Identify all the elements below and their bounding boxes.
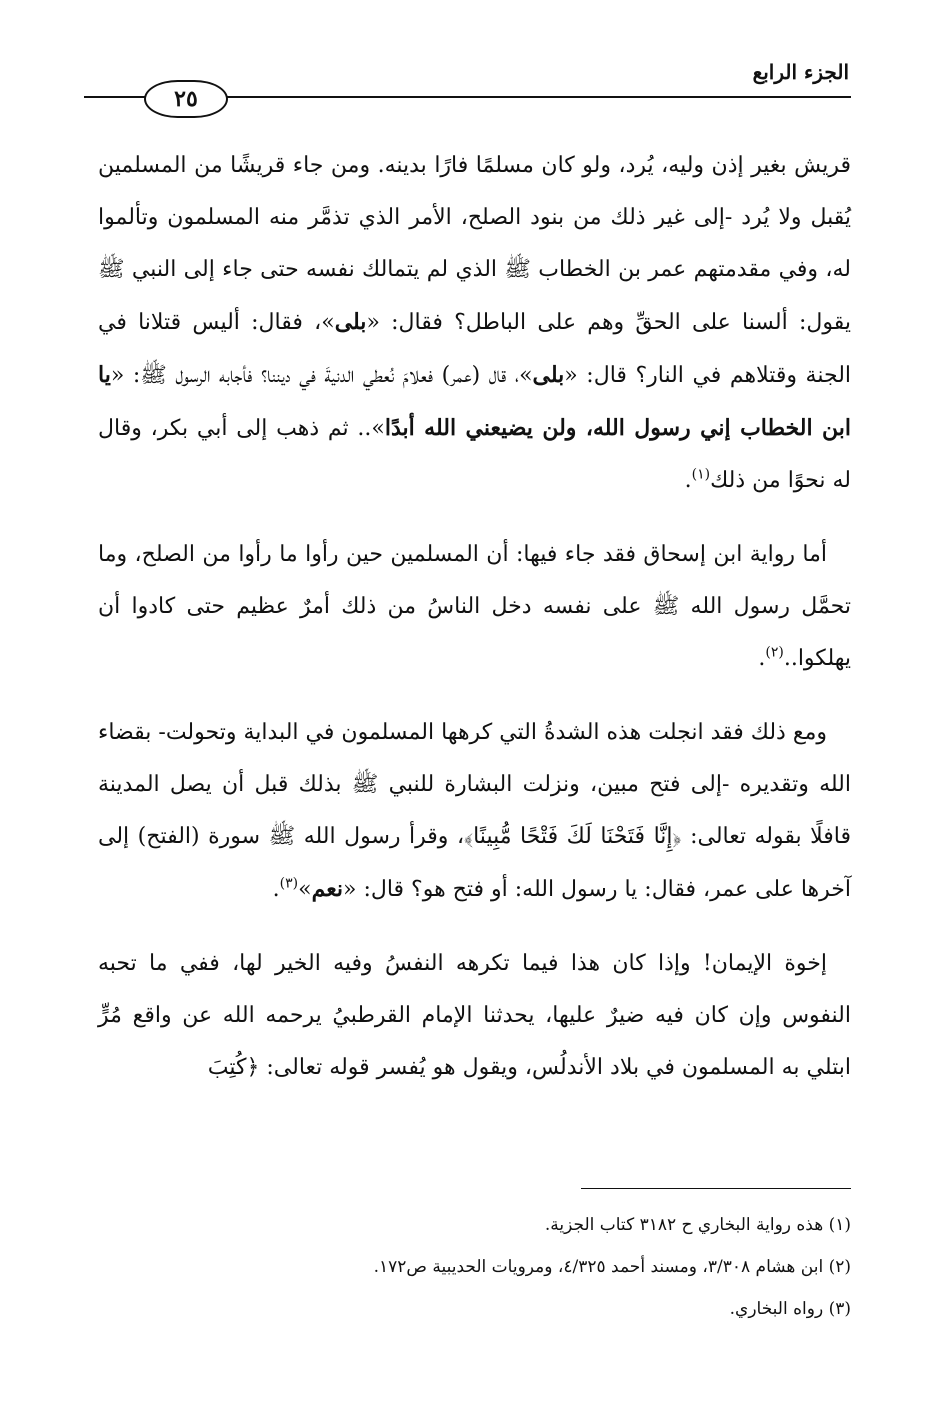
footnotes	[98, 1204, 851, 1330]
paragraph	[98, 140, 851, 507]
text-segment: أما رواية ابن إسحاق فقد جاء فيها: أن المسلمين حين رأوا ما رأوا من الصلح، وما تحمَّل رسول الله ﷺ على نفسه دخل الناسُ من ذلك أمرٌ عظيم حتى كادوا أن يهلكوا..	[98, 542, 851, 671]
bold-text: نعم	[311, 876, 343, 902]
footnote-ref: (٢)	[765, 644, 784, 661]
text-segment: »، فقال: أليس قتلانا في الجنة وقتلاهم في النار؟ قال: «	[98, 310, 852, 388]
footnote-separator	[581, 1188, 851, 1189]
text-segment: .	[272, 877, 280, 902]
running-title: الجزء الرابع	[752, 60, 849, 84]
text-segment: .	[684, 468, 692, 493]
footnote: (٣) رواه البخاري.	[729, 1299, 851, 1319]
bold-text: بلى	[532, 362, 565, 388]
footnote: (١) هذه رواية البخاري ح ٣١٨٢ كتاب الجزية.	[544, 1215, 851, 1235]
page-header	[0, 0, 949, 120]
footnote: (٢) ابن هشام ٣/٣٠٨، ومسند أحمد ٤/٣٢٥، ومرويات الحديبية ص١٧٢.	[373, 1257, 851, 1277]
text-segment: ».. ثم ذهب إلى أبي بكر، وقال له نحوًا من ذلك	[98, 416, 851, 493]
page-number: ٢٥	[144, 80, 228, 118]
text-segment: »، قال (عمر) فعلامَ نُعطي الدنيةَ في ديننا؟ فأجابه الرسول ﷺ: «	[110, 363, 533, 388]
body-text	[98, 140, 851, 1116]
paragraph	[98, 529, 851, 685]
text-segment: إخوة الإيمان! وإذا كان هذا فيما تكرهه النفسُ وفيه الخير لها، ففي ما تحبه النفوس وإن كان فيه ضيرٌ عليها، يحدثنا الإمام القرطبيُ يرحمه الله عن واقع مُرٍّ ابتلي به المسلمون في بلاد الأندلُس، ويقول هو يُفسر قوله تعالى: ﴿كُتِبَ	[98, 951, 851, 1080]
paragraph	[98, 707, 851, 916]
paragraph	[98, 938, 851, 1094]
footnote-ref: (١)	[691, 466, 711, 483]
text-segment: ومع ذلك فقد انجلت هذه الشدةُ التي كرهها المسلمون في البداية وتحولت- بقضاء الله وتقديره -إلى فتح مبين، ونزلت البشارة للنبي ﷺ بذلك قبل أن يصل المدينة قافلًا بقوله تعالى: ﴿إِنَّا فَتَحْنَا لَكَ فَتْحًا مُّبِينًا﴾، وقرأ رسول الله ﷺ سورة (الفتح) إلى آخرها على عمر، فقال: يا رسول الله: أو فتح هو؟ قال: «	[98, 720, 851, 902]
bold-text: بلى	[334, 309, 367, 335]
text-segment: »	[298, 877, 312, 902]
bold-text: يا ابن الخطاب إني رسول الله، ولن يضيعني الله أبدًا	[98, 362, 851, 441]
text-segment: قريش بغير إذن وليه، يُرد، ولو كان مسلمًا فارًا بدينه. ومن جاء قريشًا من المسلمين يُقبل ولا يُرد -إلى غير ذلك من بنود الصلح، الأمر الذي تذمَّر منه المسلمون وتألموا له، وفي مقدمتهم عمر بن الخطاب ﷺ الذي لم يتمالك نفسه حتى جاء إلى النبي ﷺ يقول: ألسنا على الحقِّ وهم على الباطل؟ فقال: «	[98, 153, 851, 335]
footnote-ref: (٣)	[279, 875, 299, 892]
text-segment: .	[758, 646, 766, 671]
